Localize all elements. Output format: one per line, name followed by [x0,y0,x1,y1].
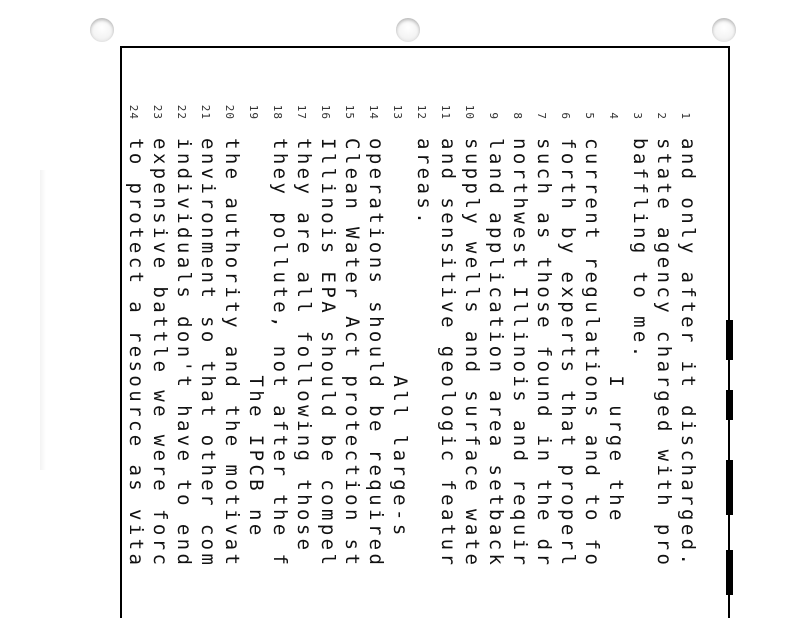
line-number: 9 [487,112,500,120]
transcript-line [292,60,316,620]
transcript-line [412,60,436,620]
line-number: 15 [343,104,356,120]
line-number: 6 [559,112,572,120]
transcript-text-block [125,60,700,620]
line-number: 20 [223,104,236,120]
transcript-line [364,60,388,620]
line-number: 22 [175,104,188,120]
line-number: 13 [391,104,404,120]
transcript-line [148,60,172,620]
line-text: baffling to me. [629,138,651,361]
transcript-line [652,60,676,620]
transcript-line [196,60,220,620]
line-text: All large-s [389,138,411,539]
line-text: current regulations and to fo [581,138,603,569]
transcript-line [124,60,148,620]
line-number: 4 [607,112,620,120]
edge-mark [726,390,733,420]
transcript-line [484,60,508,620]
line-number: 19 [247,104,260,120]
line-number: 12 [415,104,428,120]
line-text: I urge the [605,138,627,524]
transcript-line [604,60,628,620]
edge-mark [726,460,733,515]
transcript-line [508,60,532,620]
line-number: 16 [319,104,332,120]
transcript-line [244,60,268,620]
transcript-line [388,60,412,620]
line-number: 10 [463,104,476,120]
transcript-line [316,60,340,620]
line-text: and sensitive geologic featur [437,138,459,569]
transcript-line [556,60,580,620]
line-text: environment so that other com [197,138,219,569]
line-number: 11 [439,104,452,120]
line-number: 24 [127,104,140,120]
line-text: individuals don't have to end [173,138,195,569]
transcript-line [628,60,652,620]
line-text: they are all following those [293,138,315,554]
punch-hole-right [712,18,736,42]
line-text: the authority and the motivat [221,138,243,569]
line-number: 17 [295,104,308,120]
line-number: 2 [655,112,668,120]
line-number: 5 [583,112,596,120]
line-text: areas. [413,138,435,228]
line-text: land application area setback [485,138,507,569]
line-text: state agency charged with pro [653,138,675,569]
line-text: Illinois EPA should be compel [317,138,339,569]
line-text: to protect a resource as vita [125,138,147,569]
punch-hole-middle [396,18,420,42]
line-text: and only after it discharged. [677,138,699,569]
transcript-line [172,60,196,620]
line-text: they pollute, not after the f [269,138,291,569]
line-text: expensive battle we were forc [149,138,171,569]
transcript-line [268,60,292,620]
line-number: 8 [511,112,524,120]
edge-mark [726,550,733,595]
transcript-line [532,60,556,620]
line-number: 3 [631,112,644,120]
transcript-line [460,60,484,620]
line-number: 21 [199,104,212,120]
line-number: 7 [535,112,548,120]
line-text: operations should be required [365,138,387,569]
transcript-line [340,60,364,620]
edge-mark [726,320,733,360]
line-text: forth by experts that properl [557,138,579,569]
line-number: 23 [151,104,164,120]
line-text: The IPCB ne [245,138,267,539]
punch-hole-left [90,18,114,42]
line-text: such as those found in the dr [533,138,555,569]
line-text: supply wells and surface wate [461,138,483,569]
line-number: 1 [679,112,692,120]
transcript-line [676,60,700,620]
line-number: 18 [271,104,284,120]
transcript-line [436,60,460,620]
line-number: 14 [367,104,380,120]
line-text: northwest Illinois and requir [509,138,531,569]
line-text: Clean Water Act protection st [341,138,363,569]
transcript-line [220,60,244,620]
scan-shadow [40,170,46,470]
page-edge-marks [726,320,736,618]
transcript-line [580,60,604,620]
